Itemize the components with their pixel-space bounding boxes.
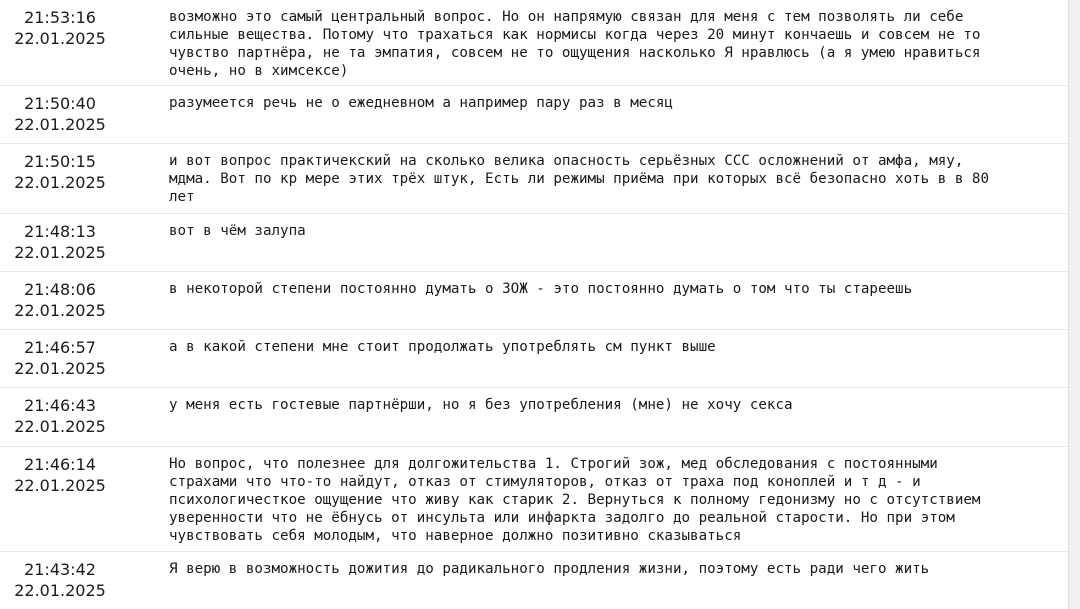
message-date: 22.01.2025 [14,243,106,262]
message-date: 22.01.2025 [14,417,106,436]
message-timestamp [0,86,120,135]
message-date: 22.01.2025 [14,29,106,48]
message-time: 21:48:13 [24,222,96,241]
message-row [0,144,1068,214]
message-date: 22.01.2025 [14,301,106,320]
message-timestamp [0,144,120,193]
message-text: Я верю в возможность дожития до радикального продления жизни, поэтому есть ради чего жить [169,561,930,577]
message-timestamp [0,388,120,437]
message-time: 21:50:15 [24,152,96,171]
message-date: 22.01.2025 [14,476,106,495]
message-text: Но вопрос, что полезнее для долгожительства 1. Строгий зож, мед обследования с постоянными страхами что что-то найдут, отказ от стимуляторов, отказ от траха под коноплей и т д - и психологичесткое ощущение что живу как старик 2. Вернуться к полному гедонизму но с отсутствием уверенности что не ёбнусь от инсульта или инфаркта задолго до реальной старости. Но при этом чувствовать себя молодым, что наверное должно позитивно сказываться [169,456,981,544]
message-row [0,86,1068,144]
message-text: возможно это самый центральный вопрос. Но он напрямую связан для меня с тем позволять ли себе сильные вещества. Потому что трахаться как нормисы когда через 20 минут кончаешь и совсем не то чувство партнёра, не та эмпатия, совсем не то ощущения насколько Я нравлюсь (а я умею нравиться очень, но в химсексе) [169,9,981,79]
message-time: 21:53:16 [24,8,96,27]
message-text: вот в чём залупа [169,223,306,239]
message-date: 22.01.2025 [14,173,106,192]
message-time: 21:48:06 [24,280,96,299]
message-row [0,388,1068,447]
message-date: 22.01.2025 [14,359,106,378]
message-timestamp [0,272,120,321]
message-timestamp [0,447,120,496]
message-row [0,272,1068,330]
message-time: 21:43:42 [24,560,96,579]
message-text: у меня есть гостевые партнёрши, но я без употребления (мне) не хочу секса [169,397,793,413]
message-row [0,330,1068,388]
message-time: 21:46:14 [24,455,96,474]
message-text: в некоторой степени постоянно думать о ЗОЖ - это постоянно думать о том что ты стареешь [169,281,913,297]
message-time: 21:46:57 [24,338,96,357]
message-row [0,447,1068,552]
message-row [0,214,1068,272]
vertical-scrollbar[interactable] [1068,0,1080,609]
message-text: и вот вопрос практичекский на сколько велика опасность серьёзных ССС осложнений от амфа, мяу, мдма. Вот по кр мере этих трёх штук, Есть ли режимы приёма при которых всё безопасно хоть в в 80 лет [169,153,989,205]
message-row [0,552,1068,609]
message-timestamp [0,214,120,263]
message-date: 22.01.2025 [14,115,106,134]
message-time: 21:46:43 [24,396,96,415]
message-timestamp [0,330,120,379]
message-text: а в какой степени мне стоит продолжать употреблять см пункт выше [169,339,716,355]
message-date: 22.01.2025 [14,581,106,600]
message-text: разумеется речь не о ежедневном а например пару раз в месяц [169,95,673,111]
message-row [0,0,1068,86]
message-timestamp [0,552,120,601]
message-time: 21:50:40 [24,94,96,113]
message-timestamp [0,0,120,49]
